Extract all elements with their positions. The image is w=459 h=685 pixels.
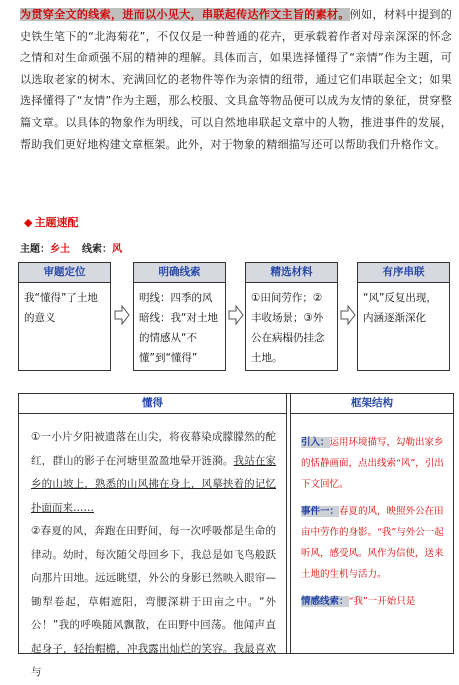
flow-box-title: 明确线索	[134, 263, 225, 283]
essay-table	[18, 393, 454, 678]
essay-paragraph-2: ②春夏的风，奔跑在田野间，每一次呼吸都是生命的律动。幼时，每次随父母回乡下，我总是如飞鸟般跃向那片田地。远远眺望，外公的身影已然映入眼帘—锄犁卷起，草帽遮阳，弯腰深耕于田亩之中。“外公！”我的呼唤随风飘散，在田野中回荡。他闻声直起身子，轻抬帽檐，冲我露出灿烂的笑容。我最喜欢与	[31, 525, 276, 678]
flow-box-body: “风”反复出现，内涵逐渐深化	[363, 292, 437, 324]
framework-notes	[291, 414, 453, 612]
note-text: “我”一开始只是	[348, 596, 416, 607]
flow-box-3	[245, 262, 338, 371]
intro-paragraph	[20, 4, 452, 155]
arrow-right-icon	[341, 306, 355, 324]
note-label: 情感线索：	[301, 596, 349, 607]
theme-label: 主题：	[20, 244, 50, 255]
framework-column	[290, 394, 453, 653]
section-heading	[24, 214, 78, 230]
intro-text: 例如，材料中提到的史铁生笔下的“北海菊花”，不仅仅是一种普通的花卉，更承载着作者对母亲深深的怀念之情和对生命顽强不屈的精神的理解。具体而言，如果选择懂得了“亲情”作为主题，可以选取老家的树木、充满回忆的老物件等作为亲情的纽带，通过它们串联起全文；如果选择懂得了“友情”作为主题，那么校服、文具盒等物品便可以成为友情的象征，贯穿整篇文章。以具体的物象作为明线，可以自然地串联起文章中的人物，推进事件的发展，帮助我们更好地构建文章框架。此外，对于物象的精细描写还可以帮助我们升格作文。	[20, 8, 452, 151]
diamond-icon: ◆	[24, 216, 33, 229]
essay-text	[19, 414, 286, 685]
note-label: 引入：	[301, 437, 330, 448]
flow-box-title: 审题定位	[19, 263, 110, 283]
flow-box-title: 有序串联	[358, 263, 449, 283]
essay-p1-underlined: 我站在家乡的山坡上，熟悉的山风拂在身上，风摹挟着的记忆扑面而来……	[31, 454, 277, 514]
intro-highlight: 为贯穿全文的线索，进而以小见大，串联起传达作文主旨的素材。	[20, 8, 350, 21]
section-title: 主题速配	[34, 216, 79, 229]
flow-box-body: 明线：四季的风暗线：我“对土地的情感从“不懂”到“懂得”	[139, 292, 218, 364]
note-label: 事件一：	[301, 506, 340, 517]
flow-box-4	[357, 262, 450, 371]
essay-column	[19, 394, 287, 678]
clue-value: 风	[112, 244, 122, 255]
flow-box-title: 精选材料	[246, 263, 337, 283]
framework-note-1	[301, 432, 445, 495]
framework-column-title: 框架结构	[291, 394, 453, 414]
arrow-right-icon	[115, 306, 129, 324]
arrow-right-icon	[229, 306, 243, 324]
flow-chart	[0, 262, 459, 372]
framework-note-2	[301, 501, 445, 585]
clue-label: 线索：	[82, 244, 112, 255]
essay-column-title: 懂得	[19, 394, 286, 414]
flow-box-1	[18, 262, 111, 371]
flow-box-2	[133, 262, 226, 371]
essay-p1-start: ①一小片夕阳被遗落在山尖，将夜幕染成朦朦然的酡红，群山的影子在河塘里盈盈地晕开涟漪。	[31, 431, 276, 467]
flow-box-body: 我“懂得”了土地的意义	[24, 292, 98, 324]
framework-note-3	[301, 591, 445, 612]
essay-paragraph-1	[31, 426, 276, 520]
flow-box-body: ①田间劳作；②丰收场景；③外公在病榻仍挂念土地。	[251, 292, 325, 364]
theme-value: 乡土	[50, 244, 70, 255]
note-text: 春夏的风，映照外公在田亩中劳作的身影。“我”与外公一起听风，感受风。风作为信使，送来土地的生机与活力。	[301, 506, 444, 580]
theme-line	[20, 240, 134, 255]
note-text: 运用环境描写，勾勒出家乡的恬静画面，点出线索“风”，引出下文回忆。	[301, 437, 444, 490]
